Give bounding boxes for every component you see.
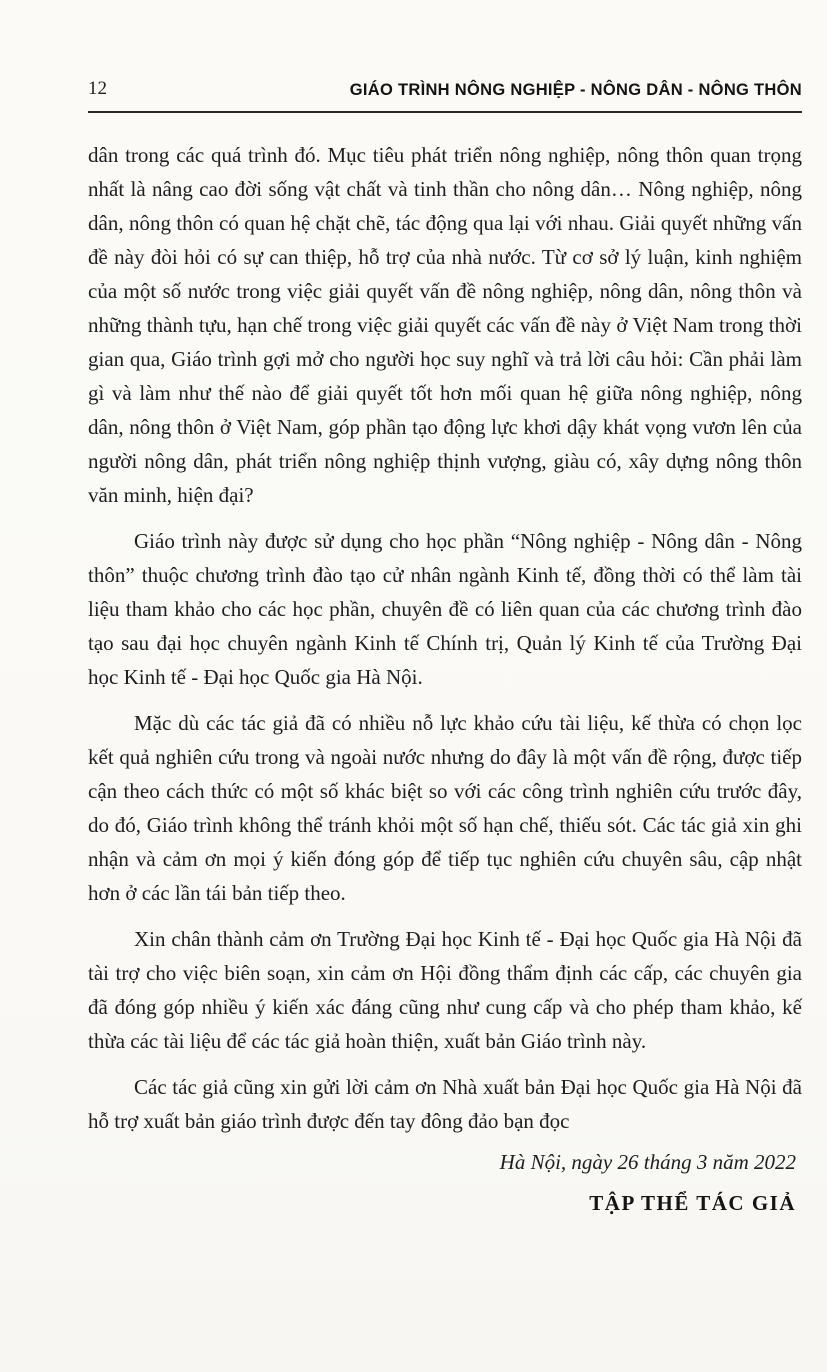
date-line: Hà Nội, ngày 26 tháng 3 năm 2022	[499, 1150, 796, 1174]
paragraph-continuation: dân trong các quá trình đó. Mục tiêu phát triển nông nghiệp, nông thôn quan trọng nhất là nâng cao đời sống vật chất và tinh thần cho nông dân… Nông nghiệp, nông dân, nông thôn có quan hệ chặt chẽ, tác động qua lại với nhau. Giải quyết những vấn đề này đòi hỏi có sự can thiệp, hỗ trợ của nhà nước. Từ cơ sở lý luận, kinh nghiệm của một số nước trong việc giải quyết vấn đề nông nghiệp, nông dân, nông thôn và những thành tựu, hạn chế trong việc giải quyết các vấn đề này ở Việt Nam trong thời gian qua, Giáo trình gợi mở cho người học suy nghĩ và trả lời câu hỏi: Cần phải làm gì và làm như thế nào để giải quyết tốt hơn mối quan hệ giữa nông nghiệp, nông dân, nông thôn ở Việt Nam, góp phần tạo động lực khơi dậy khát vọng vươn lên của người nông dân, phát triển nông nghiệp thịnh vượng, giàu có, xây dựng nông thôn văn minh, hiện đại?	[88, 143, 802, 507]
body-text	[88, 138, 802, 1138]
page-header	[88, 78, 802, 113]
paragraph: Xin chân thành cảm ơn Trường Đại học Kinh tế - Đại học Quốc gia Hà Nội đã tài trợ cho việc biên soạn, xin cảm ơn Hội đồng thẩm định các cấp, các chuyên gia đã đóng góp nhiều ý kiến xác đáng cũng như cung cấp và cho phép tham khảo, kế thừa các tài liệu để các tác giả hoàn thiện, xuất bản Giáo trình này.	[88, 927, 802, 1053]
paragraph: Mặc dù các tác giả đã có nhiều nỗ lực khảo cứu tài liệu, kế thừa có chọn lọc kết quả nghiên cứu trong và ngoài nước nhưng do đây là một vấn đề rộng, được tiếp cận theo cách thức có một số khác biệt so với các công trình nghiên cứu trước đây, do đó, Giáo trình không thể tránh khỏi một số hạn chế, thiếu sót. Các tác giả xin ghi nhận và cảm ơn mọi ý kiến đóng góp để tiếp tục nghiên cứu chuyên sâu, cập nhật hơn ở các lần tái bản tiếp theo.	[88, 711, 802, 905]
paragraph: Các tác giả cũng xin gửi lời cảm ơn Nhà xuất bản Đại học Quốc gia Hà Nội đã hỗ trợ xuất bản giáo trình được đến tay đông đảo bạn đọc	[88, 1075, 802, 1133]
page-number: 12	[88, 78, 107, 99]
paragraph: Giáo trình này được sử dụng cho học phần “Nông nghiệp - Nông dân - Nông thôn” thuộc chương trình đào tạo cử nhân ngành Kinh tế, đồng thời có thể làm tài liệu tham khảo cho các học phần, chuyên đề có liên quan của các chương trình đào tạo sau đại học chuyên ngành Kinh tế Chính trị, Quản lý Kinh tế của Trường Đại học Kinh tế - Đại học Quốc gia Hà Nội.	[88, 529, 802, 689]
running-header-title: GIÁO TRÌNH NÔNG NGHIỆP - NÔNG DÂN - NÔNG THÔN	[349, 81, 802, 99]
page-content	[88, 78, 802, 1216]
authors-signature: TẬP THỂ TÁC GIẢ	[589, 1191, 796, 1215]
